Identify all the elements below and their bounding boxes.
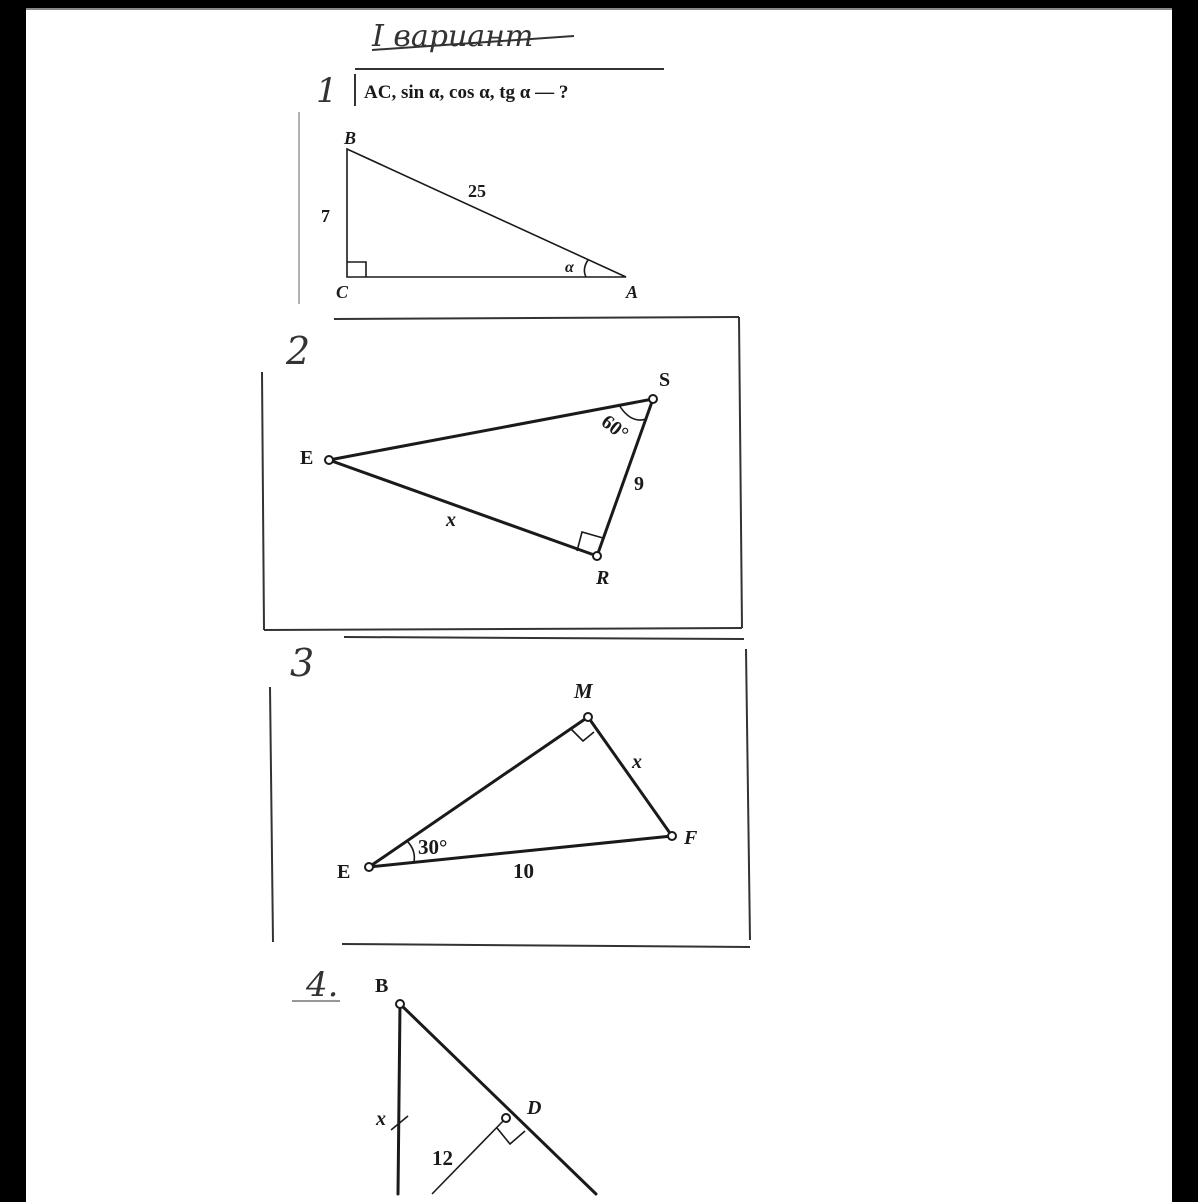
- vertex-d-point: [502, 1114, 510, 1122]
- problem-3-top-rule: [344, 637, 744, 639]
- problem-3-bottom-rule: [342, 944, 750, 947]
- problem-1: [299, 69, 664, 304]
- problem-2-right-rule: [739, 317, 742, 628]
- vertex-s-point: [649, 395, 657, 403]
- vertex-a-label: A: [626, 282, 639, 302]
- side-bc-label: 7: [321, 206, 330, 226]
- problem-4-number: 4.: [306, 965, 339, 1005]
- angle-alpha-arc: [584, 260, 588, 277]
- vertex-e-point: [365, 863, 373, 871]
- side-er-label: x: [446, 509, 456, 531]
- hypotenuse-line: [400, 1004, 596, 1194]
- worksheet-drawing: [26, 8, 1172, 1202]
- angle-30-arc: [407, 841, 414, 862]
- side-sr-label: 9: [634, 473, 644, 495]
- vertex-f-point: [668, 832, 676, 840]
- problem-2: [262, 317, 742, 630]
- problem-3-number: 3: [290, 641, 315, 685]
- vertex-d-label: D: [527, 1097, 542, 1119]
- triangle-emf: [369, 717, 672, 867]
- problem-2-top-rule: [334, 317, 739, 319]
- vertex-m-label: M: [574, 679, 593, 703]
- problem-3-left-rule: [270, 687, 273, 942]
- triangle-abc: [347, 149, 626, 277]
- vertex-b-label: B: [344, 128, 357, 148]
- vertex-e-point: [325, 456, 333, 464]
- angle-60-arc: [619, 405, 646, 420]
- side-ab-label: 25: [468, 181, 486, 201]
- vertex-e-label: E: [337, 861, 351, 883]
- side-mf-label: x: [632, 751, 642, 773]
- vertex-s-label: S: [659, 369, 671, 391]
- vertex-r-label: R: [596, 567, 610, 589]
- angle-alpha-label: α: [565, 259, 574, 276]
- problem-3: [270, 637, 750, 947]
- problem-2-left-rule: [262, 372, 264, 630]
- right-angle-mark-m: [571, 729, 594, 741]
- vertex-b-label: B: [375, 975, 389, 997]
- vertex-b-point: [396, 1000, 404, 1008]
- vertex-e-label: E: [300, 447, 314, 469]
- problem-2-number: 2: [286, 329, 311, 373]
- vertex-r-point: [593, 552, 601, 560]
- problem-3-right-rule: [746, 649, 750, 940]
- angle-30-label: 30°: [418, 835, 448, 859]
- side-ef-label: 10: [513, 859, 534, 883]
- problem-1-question: AC, sin α, cos α, tg α — ?: [364, 82, 569, 103]
- vertex-c-label: C: [336, 282, 349, 302]
- vertex-m-point: [584, 713, 592, 721]
- problem-1-number: 1: [316, 71, 338, 111]
- side-12-label: 12: [432, 1146, 453, 1170]
- angle-60-label: 60°: [596, 410, 633, 446]
- problem-2-bottom-rule: [264, 628, 742, 630]
- side-x-label: x: [376, 1108, 386, 1130]
- worksheet-page: [26, 8, 1172, 1202]
- right-angle-mark-c: [347, 262, 366, 277]
- variant-heading: I вариант: [372, 19, 534, 54]
- side-bc-line: [398, 1004, 400, 1194]
- problem-4: [292, 965, 596, 1194]
- vertex-f-label: F: [684, 827, 698, 849]
- right-angle-mark-d: [497, 1128, 525, 1144]
